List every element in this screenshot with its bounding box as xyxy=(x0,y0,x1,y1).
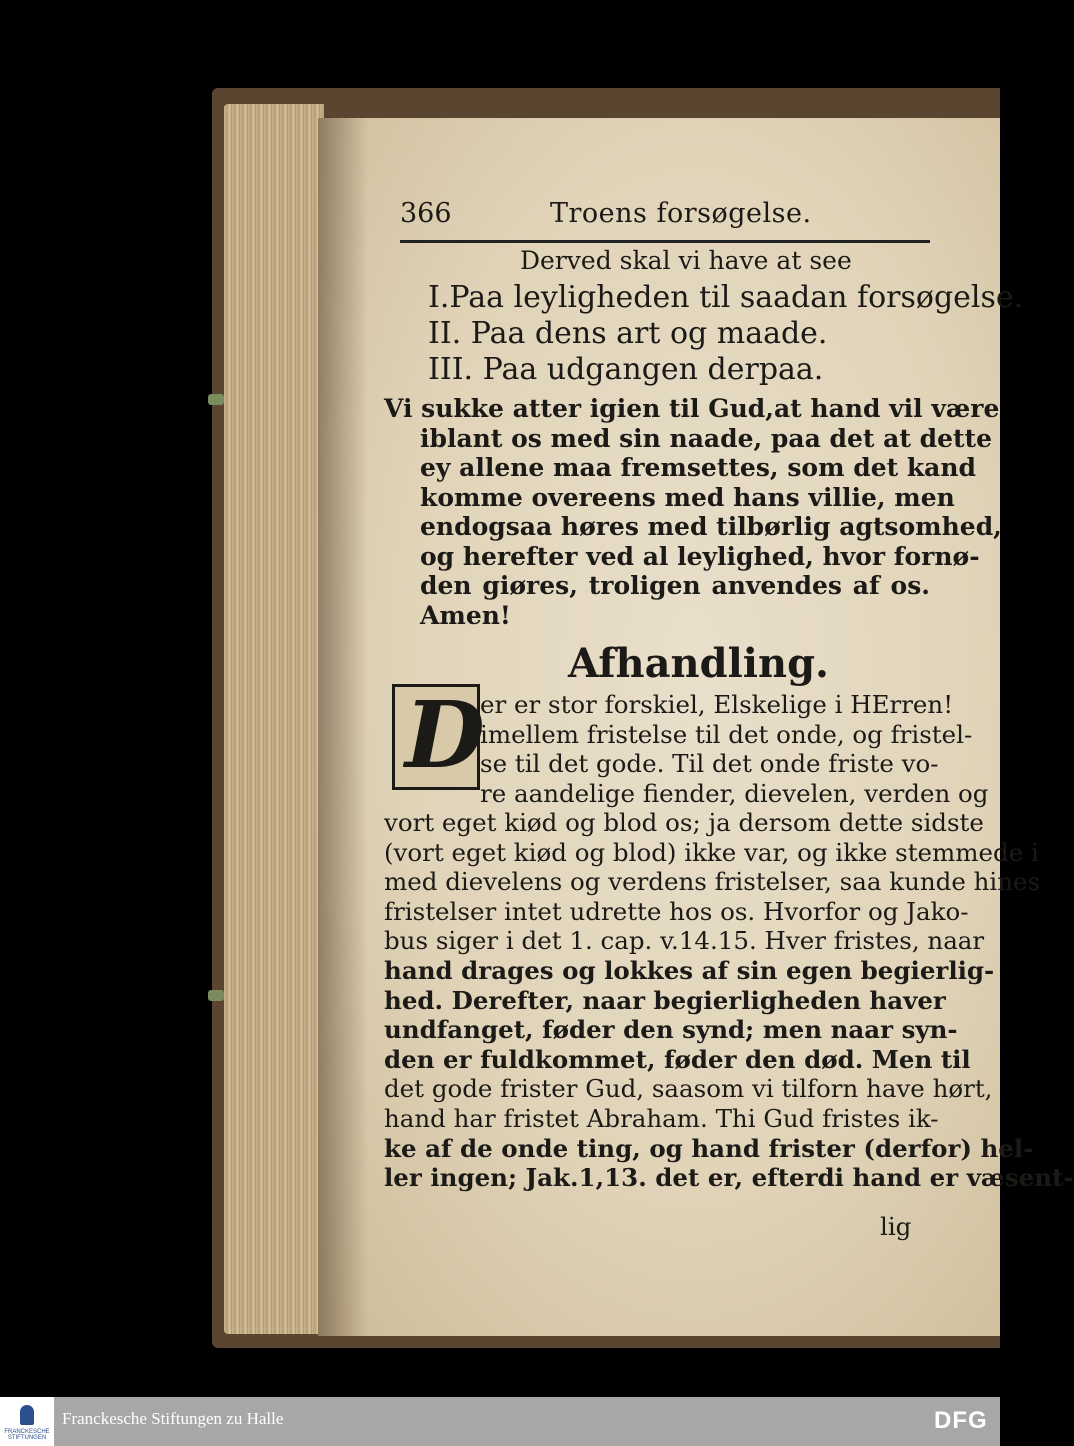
institution-logo[interactable] xyxy=(0,1397,54,1446)
body-line: (vort eget kiød og blod) ikke var, og ikke stemmede i xyxy=(384,837,1039,867)
catchword: lig xyxy=(880,1212,912,1241)
prayer-line: komme overeens med hans villie, men xyxy=(420,482,955,512)
prayer-line: ey allene maa fremsettes, som det kand xyxy=(420,453,977,482)
dfg-logo[interactable]: DFG xyxy=(934,1407,988,1434)
body-indented-block xyxy=(480,690,989,808)
clip-top xyxy=(208,394,224,405)
outline-item-3: III. Paa udgangen derpaa. xyxy=(428,352,824,387)
body-full-block xyxy=(384,808,1074,1193)
body-line: ler ingen; Jak.1,13. det er, efterdi hand er væsent- xyxy=(384,1163,1074,1193)
prayer-line: endogsaa høres med tilbørlig agtsomhed, xyxy=(420,512,1002,541)
prayer-line: og herefter ved al leylighed, hvor fornø- xyxy=(420,541,980,571)
prayer-paragraph xyxy=(384,394,1002,630)
page-edges xyxy=(224,104,324,1334)
body-line: vort eget kiød og blod os; ja dersom dette sidste xyxy=(384,808,984,837)
drop-cap-letter: D xyxy=(405,681,485,789)
footer-bar xyxy=(0,1397,1000,1446)
prayer-line: iblant os med sin naade, paa det at dette xyxy=(420,423,992,453)
body-line: fristelser intet udrette hos os. Hvorfor og Jako- xyxy=(384,896,969,926)
body-line: ke af de onde ting, og hand frister (derfor) hel- xyxy=(384,1133,1034,1163)
body-line: er er stor forskiel, Elskelige i HErren! xyxy=(480,690,954,719)
running-head: Troens forsøgelse. xyxy=(550,198,812,229)
body-line: den er fuldkommet, føder den død. Men til xyxy=(384,1044,971,1074)
section-title: Afhandling. xyxy=(568,640,829,687)
body-line: undfanget, føder den synd; men naar syn- xyxy=(384,1015,958,1045)
prayer-line: den giøres, troligen anvendes af os. xyxy=(420,571,930,600)
intro-line: Derved skal vi have at see xyxy=(520,246,852,275)
body-line: det gode frister Gud, saasom vi tilforn have hørt, xyxy=(384,1074,993,1104)
clip-bottom xyxy=(208,990,224,1001)
body-line: hed. Derefter, naar begierligheden haver xyxy=(384,985,946,1015)
outline-item-2: II. Paa dens art og maade. xyxy=(428,316,828,351)
outline-item-1: I.Paa leyligheden til saadan forsøgelse. xyxy=(428,280,1024,315)
body-line: hand har fristet Abraham. Thi Gud fristes ik- xyxy=(384,1103,939,1133)
body-line: bus siger i det 1. cap. v.14.15. Hver fristes, naar xyxy=(384,926,985,956)
body-line: se til det gode. Til det onde friste vo- xyxy=(480,749,939,779)
page-number: 366 xyxy=(400,198,452,229)
building-icon xyxy=(20,1405,34,1425)
prayer-line: Vi sukke atter igien til Gud,at hand vil være xyxy=(384,394,1000,423)
drop-cap xyxy=(392,681,485,790)
body-line: hand drages og lokkes af sin egen begierlig- xyxy=(384,955,995,985)
body-line: re aandelige fiender, dievelen, verden og xyxy=(480,778,989,808)
institution-name[interactable]: Franckesche Stiftungen zu Halle xyxy=(62,1409,284,1428)
logo-text: FRANCKESCHE STIFTUNGEN xyxy=(4,1429,50,1441)
body-line: med dievelens og verdens fristelser, saa kunde hines xyxy=(384,867,1041,897)
prayer-line: Amen! xyxy=(420,600,511,630)
page-header xyxy=(400,196,930,243)
body-line: imellem fristelse til det onde, og fristel- xyxy=(480,719,973,749)
gutter-shadow xyxy=(318,118,368,1336)
